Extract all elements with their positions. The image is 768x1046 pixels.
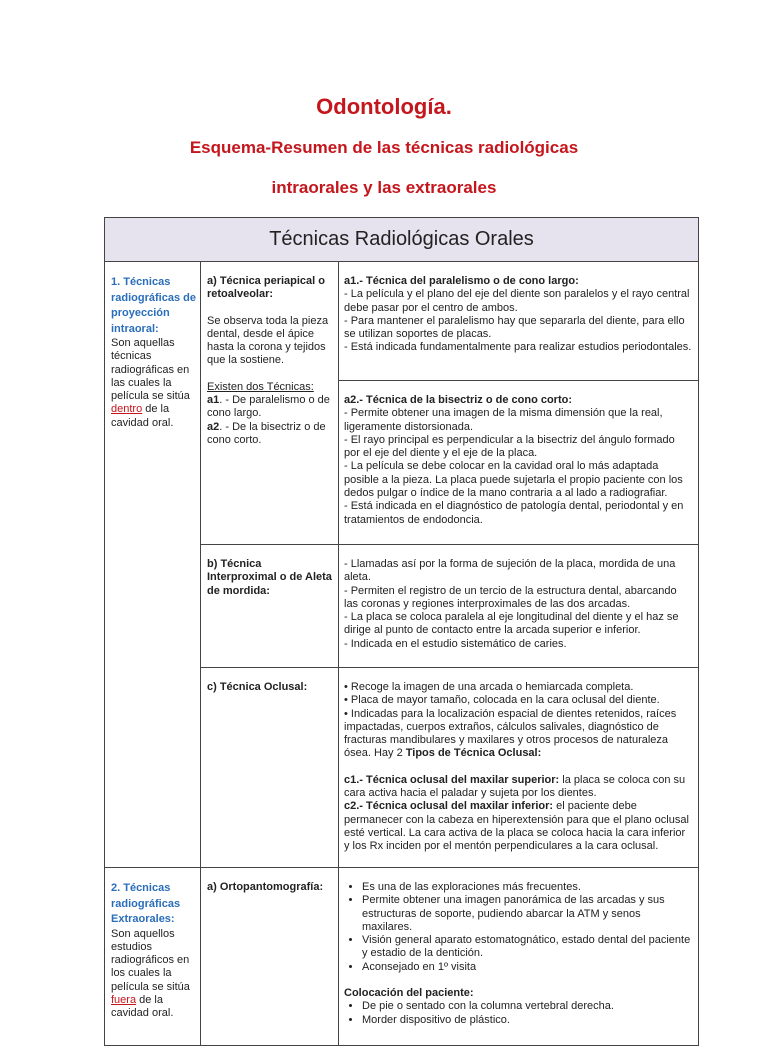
a2-label: a2 — [207, 420, 220, 433]
a1-item: - Para mantener el paralelismo hay que separarla del diente, para ello se utilizan soportes de placas. — [344, 314, 685, 341]
oclusal-item: • Placa de mayor tamaño, colocada en la cara oclusal del diente. — [344, 694, 660, 707]
c2-title: c2.- Técnica oclusal del maxilar inferior: — [344, 800, 554, 813]
page-title: Odontología. — [316, 94, 452, 119]
intraoral-desc-pre: Son aquellas técnicas radiográficas en las cuales la película se sitúa — [111, 337, 190, 403]
oclusal-item-text: • Indicadas para la localización espacial de dientes retenidos, raíces impactadas, cuerpos extraños, cálculos salivales, diagnóstico de fracturas mandibulares y maxilares y otros procesos de naturaleza ósea. Hay 2 — [344, 707, 677, 760]
table-row — [105, 262, 699, 381]
a2-title: a2.- Técnica de la bisectriz o de cono corto: — [344, 394, 573, 406]
a1-label: a1 — [207, 394, 220, 407]
orto-cell — [201, 868, 339, 1046]
intraoral-category-cell — [105, 262, 201, 868]
extraoral-desc-pre: Son aquellos estudios radiográficos en los cuales la película se sitúa — [111, 927, 190, 993]
periapical-exist: Existen dos Técnicas: — [207, 380, 314, 393]
oclusal-c1 — [344, 774, 692, 801]
orto-detail-cell — [339, 868, 699, 1046]
placement-list — [344, 1000, 692, 1027]
intraoral-desc-post: de la cavidad oral. — [111, 403, 174, 429]
c1-title: c1.- Técnica oclusal del maxilar superior: — [344, 773, 560, 786]
table-row — [105, 868, 699, 1046]
intraoral-description — [111, 337, 196, 430]
list-item: • De pie o sentado con la columna vertebral derecha. — [362, 1000, 692, 1013]
periapical-a1 — [207, 394, 334, 421]
extraoral-desc-link[interactable]: fuera — [111, 993, 137, 1006]
list-item: • Aconsejado en 1º visita — [362, 961, 692, 974]
periapical-name: a) Técnica periapical o retoalveolar: — [207, 275, 325, 301]
interproximal-detail-cell — [339, 545, 699, 668]
a2-text: . - De la bisectriz o de cono corto. — [207, 420, 326, 446]
orto-list — [344, 881, 692, 974]
list-item: • Visión general aparato estomatognático, estado dental del paciente y estadio de la dentición. — [362, 934, 692, 961]
extraoral-desc-post: de la cavidad oral. — [111, 993, 174, 1020]
periapical-cell — [201, 262, 339, 545]
oclusal-types: Tipos de Técnica Oclusal: — [405, 747, 542, 760]
a2-item: - La película se debe colocar en la cavidad oral lo más adaptada posible a la pieza. La placa puede sujetarla el propio paciente con los dedos pulgar o índice de la mano contraria a al lado a radiografiar. — [344, 460, 683, 500]
periapical-a2 — [207, 421, 334, 448]
orto-name: a) Ortopantomografía: — [207, 881, 324, 893]
a2-item: - Permite obtener una imagen de la misma dimensión que la real, ligeramente distorsionada. — [344, 407, 663, 433]
a1-title: a1.- Técnica del paralelismo o de cono largo: — [344, 275, 579, 287]
extraoral-description — [111, 928, 196, 1021]
oclusal-detail-cell — [339, 668, 699, 868]
list-item: • Es una de las exploraciones más frecuentes. — [362, 881, 692, 894]
a1-item: - Está indicada fundamentalmente para realizar estudios periodontales. — [344, 341, 692, 354]
extraoral-title: 2. Técnicas radiográficas Extraorales: — [111, 882, 181, 925]
interproximal-item: - La placa se coloca paralela al eje longitudinal del diente y el haz se dirige al punto de contacto entre la arcada superior e inferior. — [344, 611, 679, 637]
placement-title: Colocación del paciente: — [344, 987, 474, 1000]
table-header-row — [105, 218, 699, 262]
a2-item: - El rayo principal es perpendicular a la bisectriz del ángulo formado por el eje del diente y el eje de la placa. — [344, 433, 675, 460]
c1-text: la placa se coloca con su cara activa hacia el paladar y sujeta por los dientes. — [344, 773, 686, 800]
intraoral-desc-link[interactable]: dentro — [111, 403, 143, 416]
a2-detail-cell — [339, 381, 699, 545]
oclusal-c2 — [344, 800, 692, 853]
c2-text: el paciente debe permanecer con la cabeza en hiperextensión para que el plano oclusal esté vertical. La cara activa de la placa se coloca hacia la cara inferior y los Rx inciden por el mentón perpendiculares a la cara oclusal. — [344, 800, 689, 853]
extraoral-category-cell — [105, 868, 201, 1046]
a1-text: . - De paralelismo o de cono largo. — [207, 394, 330, 420]
interproximal-item: - Permiten el registro de un tercio de la estructura dental, abarcando las coronas y regiones interproximales de las dos arcadas. — [344, 584, 677, 610]
intraoral-title: 1. Técnicas radiográficas de proyección intraoral: — [111, 276, 196, 335]
page-subtitle-line2: intraorales y las extraorales — [271, 178, 497, 197]
table-heading: Técnicas Radiológicas Orales — [105, 218, 699, 262]
oclusal-name: c) Técnica Oclusal: — [207, 681, 308, 693]
interproximal-item: - Llamadas así por la forma de sujeción de la placa, mordida de una aleta. — [344, 558, 676, 584]
interproximal-name: b) Técnica Interproximal o de Aleta de mordida: — [207, 558, 332, 597]
periapical-desc: Se observa toda la pieza dental, desde el ápice hasta la corona y tejidos que la sostiene. — [207, 314, 329, 367]
oclusal-item — [344, 708, 692, 761]
list-item: • Morder dispositivo de plástico. — [362, 1014, 692, 1027]
a1-item: - La película y el plano del eje del diente son paralelos y el rayo central debe pasar por el centro de ambos. — [344, 288, 690, 314]
interproximal-cell — [201, 545, 339, 668]
a2-item: - Está indicada en el diagnóstico de patología dental, periodontal y en tratamientos de endodoncia. — [344, 500, 684, 526]
a1-detail-cell — [339, 262, 699, 381]
page-subtitle-line1: Esquema-Resumen de las técnicas radiológicas — [189, 138, 579, 157]
oclusal-cell — [201, 668, 339, 868]
techniques-table — [104, 217, 699, 1046]
interproximal-item: - Indicada en el estudio sistemático de caries. — [344, 637, 567, 650]
list-item: • Permite obtener una imagen panorámica de las arcadas y sus estructuras de soporte, pudiendo abarcar la ATM y senos maxilares. — [362, 894, 692, 934]
oclusal-item: • Recoge la imagen de una arcada o hemiarcada completa. — [344, 681, 634, 693]
